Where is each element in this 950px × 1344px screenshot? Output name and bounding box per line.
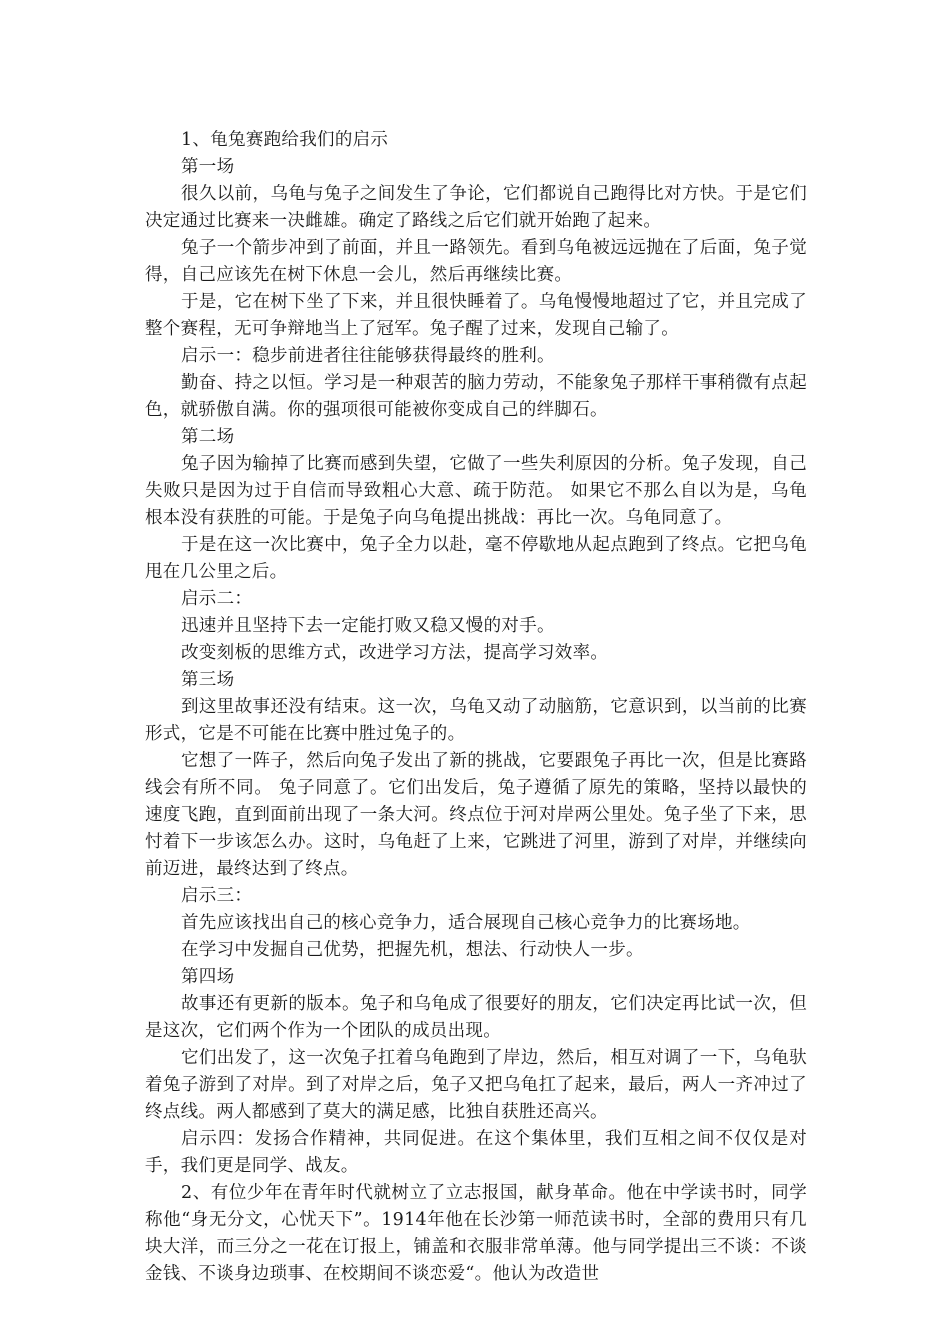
paragraph: 兔子一个箭步冲到了前面，并且一路领先。看到乌龟被远远抛在了后面，兔子觉得，自己应该先在树下休息一会儿，然后再继续比赛。	[145, 238, 807, 285]
list-item-paragraph: 2、有位少年在青年时代就树立了立志报国，献身革命。他在中学读书时，同学称他“身无分文，心忧天下”。1914年他在长沙第一师范读书时，全部的费用只有几块大洋，而三分之一花在订报上，铺盖和衣服非常单薄。他与同学提出三不谈：不谈金钱、不谈身边琐事、在校期间不谈恋爱“。他认为改造世	[145, 1183, 807, 1284]
paragraph: 它们出发了，这一次兔子扛着乌龟跑到了岸边，然后，相互对调了一下，乌龟驮着兔子游到了对岸。到了对岸之后，兔子又把乌龟扛了起来，最后，两人一齐冲过了终点线。两人都感到了莫大的满足感，比独自获胜还高兴。	[145, 1048, 807, 1122]
section-heading: 第四场	[181, 967, 235, 987]
paragraph: 改变刻板的思维方式，改进学习方法，提高学习效率。	[181, 643, 609, 663]
paragraph: 首先应该找出自己的核心竞争力，适合展现自己核心竞争力的比赛场地。	[181, 913, 751, 933]
paragraph: 勤奋、持之以恒。学习是一种艰苦的脑力劳动，不能象兔子那样干事稍微有点起色，就骄傲自满。你的强项很可能被你变成自己的绊脚石。	[145, 373, 807, 420]
list-item-heading: 1、龟兔赛跑给我们的启示	[181, 130, 389, 150]
paragraph: 兔子因为输掉了比赛而感到失望，它做了一些失利原因的分析。兔子发现，自己失败只是因为过于自信而导致粗心大意、疏于防范。 如果它不那么自以为是，乌龟根本没有获胜的可能。于是兔子向乌龟提出挑战：再比一次。乌龟同意了。	[145, 454, 807, 528]
paragraph: 在学习中发掘自己优势，把握先机，想法、行动快人一步。	[181, 940, 644, 960]
paragraph: 故事还有更新的版本。兔子和乌龟成了很要好的朋友，它们决定再比试一次，但是这次，它们两个作为一个团队的成员出现。	[145, 994, 807, 1041]
section-heading: 第二场	[181, 427, 235, 447]
paragraph: 到这里故事还没有结束。这一次，乌龟又动了动脑筋，它意识到，以当前的比赛形式，它是不可能在比赛中胜过兔子的。	[145, 697, 807, 744]
insight-paragraph: 启示一：稳步前进者往往能够获得最终的胜利。	[181, 346, 555, 366]
insight-paragraph: 启示二：	[181, 589, 253, 609]
insight-paragraph: 启示四：发扬合作精神，共同促进。在这个集体里，我们互相之间不仅仅是对手，我们更是同学、战友。	[145, 1129, 807, 1176]
paragraph: 迅速并且坚持下去一定能打败又稳又慢的对手。	[181, 616, 555, 636]
paragraph: 它想了一阵子，然后向兔子发出了新的挑战，它要跟兔子再比一次，但是比赛路线会有所不同。 兔子同意了。它们出发后，兔子遵循了原先的策略，坚持以最快的速度飞跑，直到面前出现了一条大河。终点位于河对岸两公里处。兔子坐了下来，思忖着下一步该怎么办。这时，乌龟赶了上来，它跳进了河里，游到了对岸，并继续向前迈进，最终达到了终点。	[145, 751, 807, 879]
insight-paragraph: 启示三：	[181, 886, 253, 906]
section-heading: 第一场	[181, 157, 235, 177]
paragraph: 于是在这一次比赛中，兔子全力以赴，毫不停歇地从起点跑到了终点。它把乌龟甩在几公里之后。	[145, 535, 807, 582]
paragraph: 于是，它在树下坐了下来，并且很快睡着了。乌龟慢慢地超过了它，并且完成了整个赛程，无可争辩地当上了冠军。兔子醒了过来，发现自己输了。	[145, 292, 807, 339]
paragraph: 很久以前，乌龟与兔子之间发生了争论，它们都说自己跑得比对方快。于是它们决定通过比赛来一决雌雄。确定了路线之后它们就开始跑了起来。	[145, 184, 807, 231]
section-heading: 第三场	[181, 670, 235, 690]
document-body	[145, 127, 807, 1288]
